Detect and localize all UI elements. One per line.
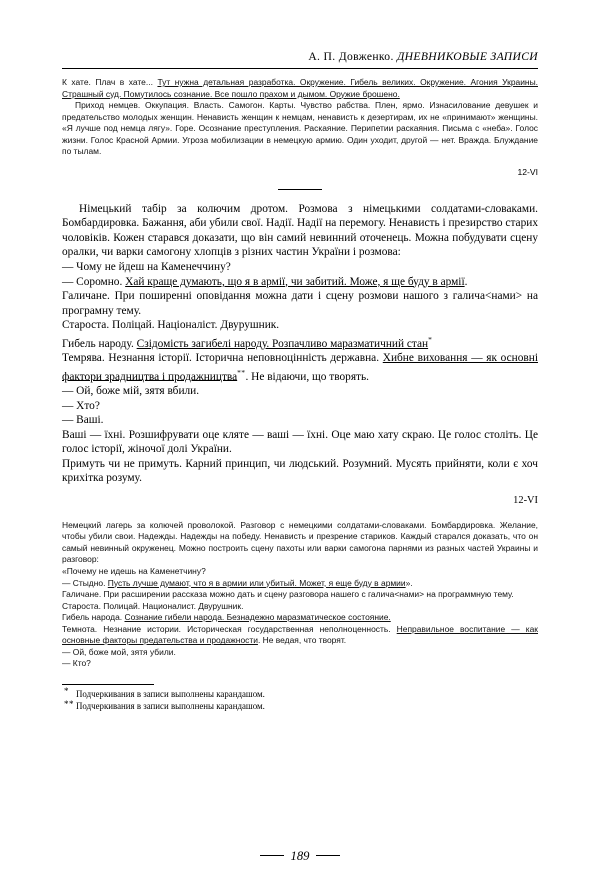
spacer [62, 506, 538, 520]
ukrainian-paragraph-4: Ваші — їхні. Розшифрувати оце кляте — ваші — їхні. Оце маю хату скраю. Це голос століть. Це голос історії, жіночої долі України. [62, 428, 538, 456]
ukrainian-gibel-underlined: Сзідомість загибелі народу. Розпачливо маразматичний стан [136, 337, 429, 350]
russian-bottom-paragraph-3 [62, 624, 538, 647]
russian-bottom-line-starosta: Староста. Полицай. Националист. Двурушник. [62, 600, 244, 611]
running-head-author: А. П. Довженко. [308, 50, 394, 63]
russian-bottom-dialogue-2: — Кто? [62, 658, 91, 669]
ukrainian-dialogue-1: — Ой, боже мій, зятя вбили. [62, 384, 200, 397]
ukrainian-paragraph-5: Примуть чи не примуть. Карний принцип, чи людський. Розумний. Мусять прийняти, коли є хоч крихітка розуму. [62, 457, 538, 485]
ukrainian-q2-tail: . [464, 275, 468, 288]
footnote-text: Подчеркивания в записи выполнены карандашом. [76, 688, 265, 699]
ukrainian-line-starosta: Староста. Поліцай. Націоналіст. Двурушник. [62, 319, 280, 332]
russian-bottom-p3-lead: Темнота. Незнание истории. Историческая государственная неполноценность. [62, 623, 397, 634]
ukrainian-dialogue-q1: — Чому не йдеш на Каменеччину? [62, 261, 231, 274]
russian-bottom-gibel-underlined: Сознание гибели народа. Безнадежно маразматическое состояние. [124, 612, 391, 623]
ukrainian-gibel-lead: Гибель народу. [62, 337, 137, 350]
russian-top-p1-lead: К хате. Плач в хате... [62, 77, 158, 87]
page-number [0, 849, 600, 864]
folio-dash-right [316, 855, 340, 856]
ukrainian-dialogue-2: — Хто? [62, 399, 100, 412]
ukrainian-dialogue-q2 [62, 275, 538, 290]
russian-bottom-p3-tail: . Не ведая, что творят. [257, 635, 347, 646]
russian-bottom-q2-lead: — Стыдно. [62, 577, 108, 588]
footnote-text: Подчеркивания в записи выполнены карандашом. [76, 701, 265, 712]
ukrainian-paragraph-2: Галичане. При поширенні оповідання можна дати і сцену розмови нашого з галича<нами> на програмну тему. [62, 290, 538, 317]
russian-top-paragraph-2: Приход немцев. Оккупация. Власть. Самогон. Карты. Чувство рабства. Плен, ярмо. Изнасилование девушек и предательство молодых женщин. Ненависть женщин к немцам, ненависть к дезертирам, их не «принимают» женщины. «Я лучше под немца лягу». Горе. Осознание преступления. Раскаяние. Перипетии раскаяния. Письма с «неба». Голос жизни. Голос Красной Армии. Угроза мобилизации в немецкую армию. Один уходит, другой — нет. Вражда. Блуждание по тылам. [62, 100, 538, 157]
russian-bottom-dialogue-1: — Ой, боже мой, зятя убили. [62, 646, 176, 657]
russian-top-section [62, 77, 538, 158]
ukrainian-p3-underlined: Хибне виховання — як основні фактори зрадництва і продажництва [62, 352, 538, 383]
russian-bottom-section [62, 520, 538, 670]
ukrainian-line-gibel [62, 333, 538, 351]
russian-top-date: 12-VI [517, 166, 538, 177]
running-head-rule [62, 68, 538, 69]
ukrainian-date: 12-VI [513, 494, 538, 506]
russian-bottom-q2-tail: ». [405, 577, 413, 588]
russian-bottom-q2-underlined: Пусть лучше думают, что я в армии или убитый. Может, я еще буду в армии [107, 577, 406, 588]
ukrainian-paragraph-1: Німецький табір за колючим дротом. Розмова з німецькими солдатами-словаками. Бомбардировка. Бажання, аби убили свої. Надії. Надії на перемогу. Ненависть і презирство старих чоловіків. Кожен старався доказати, що він самий невинний оточенець. Можна побудувати сцену оралки, чи варки самогону хлопців з різних частин України і розмова: [62, 202, 538, 259]
ukrainian-dialogue-3: — Ваші. [62, 414, 104, 427]
russian-bottom-dialogue-q2 [62, 578, 538, 590]
footnote-list [62, 688, 538, 713]
running-head-title: ДНЕВНИКОВЫЕ ЗАПИСИ [396, 50, 538, 63]
ukrainian-section [62, 202, 538, 486]
footnote-marker-1: * [428, 334, 433, 344]
russian-bottom-line-gibel [62, 612, 538, 624]
footnote-item [62, 700, 538, 712]
russian-bottom-p3-underlined: Неправильное воспитание — как основные факторы предательства и продажности [62, 623, 538, 646]
russian-bottom-gibel-lead: Гибель народа. [62, 612, 125, 623]
folio-dash-left [260, 855, 284, 856]
ukrainian-q2-lead: — Соромно. [62, 275, 126, 288]
russian-top-p1-underlined: Тут нужна детальная разработка. Окружение. Гибель великих. Окружение. Агония Украины. Страшный суд. Помутилось сознание. Все пошло прахом и дымом. Оружие брошено. [62, 77, 538, 99]
russian-bottom-dialogue-q1: «Почему не идешь на Каменетчину? [62, 565, 206, 576]
russian-bottom-paragraph-1: Немецкий лагерь за колючей проволокой. Разговор с немецкими солдатами-словаками. Бомбардировка. Желание, чтобы убили свои. Надежды. Надежды на победу. Ненависть и презрение стариков. Каждый старался доказать, что он самый невинный окруженец. Можно построить сцену пахоты или варки самогона парнями из разных частей Украины и разговор: [62, 519, 538, 565]
ukrainian-p3-lead: Темрява. Незнання історії. Історична неповноцінність державна. [62, 352, 383, 365]
footnote-separator-rule [62, 684, 154, 685]
running-head [62, 0, 538, 63]
ukrainian-q2-underlined: Хай краще думають, що я в армії, чи забитий. Може, я ще буду в армії [125, 275, 465, 288]
section-separator-rule [278, 189, 322, 190]
folio-number: 189 [290, 849, 310, 863]
ukrainian-p3-tail: . Не відаючи, що творять. [245, 370, 370, 383]
footnote-marker-2: ** [237, 367, 246, 377]
russian-top-paragraph-1 [62, 77, 538, 100]
spacer [62, 158, 538, 167]
russian-bottom-paragraph-2: Галичане. При расширении рассказа можно дать и сцену разговора нашего с галича<нами> на программную тему. [62, 589, 514, 600]
footnote-marker: ** [64, 698, 74, 709]
footnote-marker: * [64, 686, 69, 697]
spacer [62, 486, 538, 495]
footnote-item [62, 688, 538, 700]
spacer [62, 670, 538, 684]
ukrainian-paragraph-3 [62, 351, 538, 384]
